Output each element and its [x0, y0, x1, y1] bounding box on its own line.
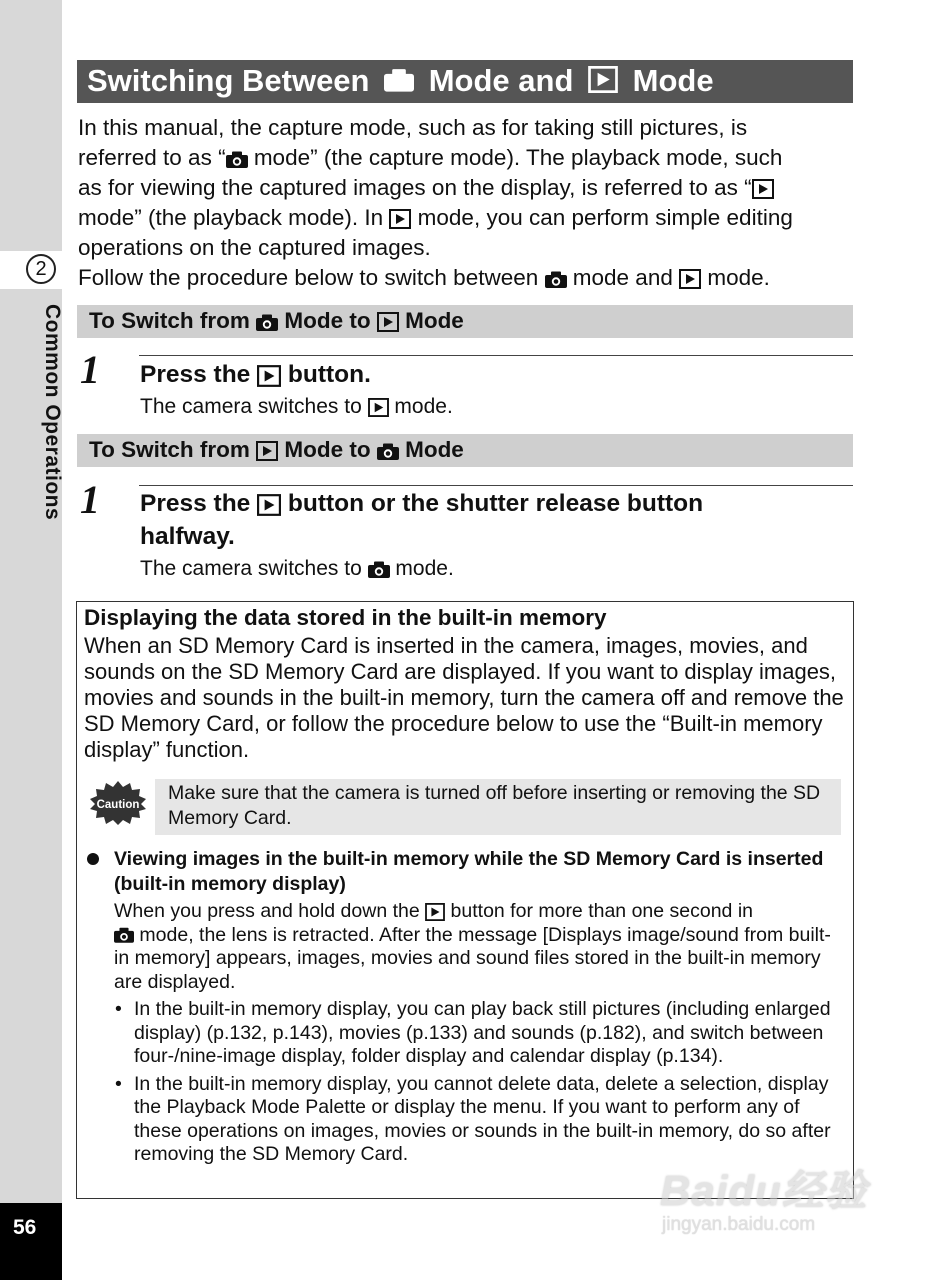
play-icon: [679, 269, 701, 289]
intro-paragraph: [78, 113, 858, 293]
chapter-label: Common Operations: [41, 304, 64, 521]
step-heading: Press the button or the shutter release button halfway.: [140, 490, 704, 550]
intro-line: In this manual, the capture mode, such as for taking still pictures, is: [78, 115, 748, 140]
camera-icon: [114, 927, 134, 943]
intro-line: operations on the captured images.: [78, 235, 431, 260]
memo-title: Displaying the data stored in the built-in memory: [84, 605, 607, 630]
play-icon: [588, 66, 618, 93]
watermark: [660, 1148, 875, 1248]
page-title: [77, 60, 853, 103]
page-number-box: [0, 1203, 62, 1280]
caution-text: Make sure that the camera is turned off before inserting or removing the SD Memory Card.: [168, 782, 821, 829]
page-number: 56: [13, 1216, 37, 1239]
divider: [139, 355, 853, 356]
camera-icon: [545, 271, 567, 288]
title-text-3: Mode: [632, 63, 714, 98]
camera-icon: [384, 68, 414, 92]
title-text-2: Mode and: [428, 63, 574, 98]
divider: [139, 485, 853, 486]
camera-icon: [368, 561, 390, 578]
camera-icon: [377, 443, 399, 460]
play-icon: [368, 398, 389, 417]
list-item: • In the built-in memory display, you can play back still pictures (including enlarged display) (p.132, p.143), movies (p.133) and sounds (p.182), and switch between four-/nine-image display, folder display and calendar display (p.134).: [115, 998, 831, 1067]
side-strip: [0, 0, 62, 1280]
caution-icon: [89, 780, 147, 826]
memo-box: [76, 601, 854, 1199]
intro-line: mode” (the playback mode). In mode, you can perform simple editing: [78, 205, 793, 230]
step-number: 1: [80, 477, 100, 522]
svg-text:Caution: Caution: [96, 799, 140, 811]
memo-body: When an SD Memory Card is inserted in the camera, images, movies, and sounds on the SD Memory Card are displayed. If you want to display images, movies and sounds in the built-in memory, turn the camera off and remove the SD Memory Card, or follow the procedure below to use the “Built-in memory display” function.: [84, 633, 844, 762]
camera-icon: [256, 314, 278, 331]
play-icon: [257, 365, 281, 387]
section-heading-playback-to-capture: To Switch from Mode to Mode: [77, 434, 853, 467]
step-heading: Press the button.: [140, 361, 371, 388]
play-icon: [256, 441, 278, 461]
chapter-number: 2: [26, 254, 56, 284]
section-heading-capture-to-playback: To Switch from Mode to Mode: [77, 305, 853, 338]
watermark-logo: Baidu经验: [660, 1167, 868, 1214]
intro-line: referred to as “ mode” (the capture mode). The playback mode, such: [78, 145, 783, 170]
step-description: The camera switches to mode.: [140, 395, 453, 418]
caution-note: [155, 779, 841, 835]
play-icon: [752, 179, 774, 199]
play-icon: [389, 209, 411, 229]
play-icon: [257, 494, 281, 516]
list-item: • In the built-in memory display, you cannot delete data, delete a selection, display the Playback Mode Palette or display the menu. If you want to perform any of these operations on images, movies or sounds in the built-in memory, do so after removing the SD Memory Card.: [115, 1072, 831, 1165]
play-icon: [377, 312, 399, 332]
watermark-url: jingyan.baidu.com: [662, 1214, 816, 1235]
intro-line: as for viewing the captured images on the display, is referred to as “: [78, 173, 858, 203]
title-text-1: Switching Between: [87, 63, 370, 98]
bullet-body: When you press and hold down the button for more than one second in mode, the lens is retracted. After the message [Displays image/sound from built-in memory] appears, images, movies and sound files stored in the built-in memory are displayed.: [114, 900, 831, 993]
bullet-heading: Viewing images in the built-in memory while the SD Memory Card is inserted (built-in memory display): [114, 848, 824, 895]
intro-line: Follow the procedure below to switch between mode and mode.: [78, 265, 770, 290]
play-icon: [425, 903, 445, 921]
step-description: The camera switches to mode.: [140, 557, 454, 580]
step-number: 1: [80, 347, 100, 392]
camera-icon: [226, 151, 248, 168]
sub-bullet-list: [114, 998, 849, 1171]
bullet-dot: [87, 853, 99, 865]
